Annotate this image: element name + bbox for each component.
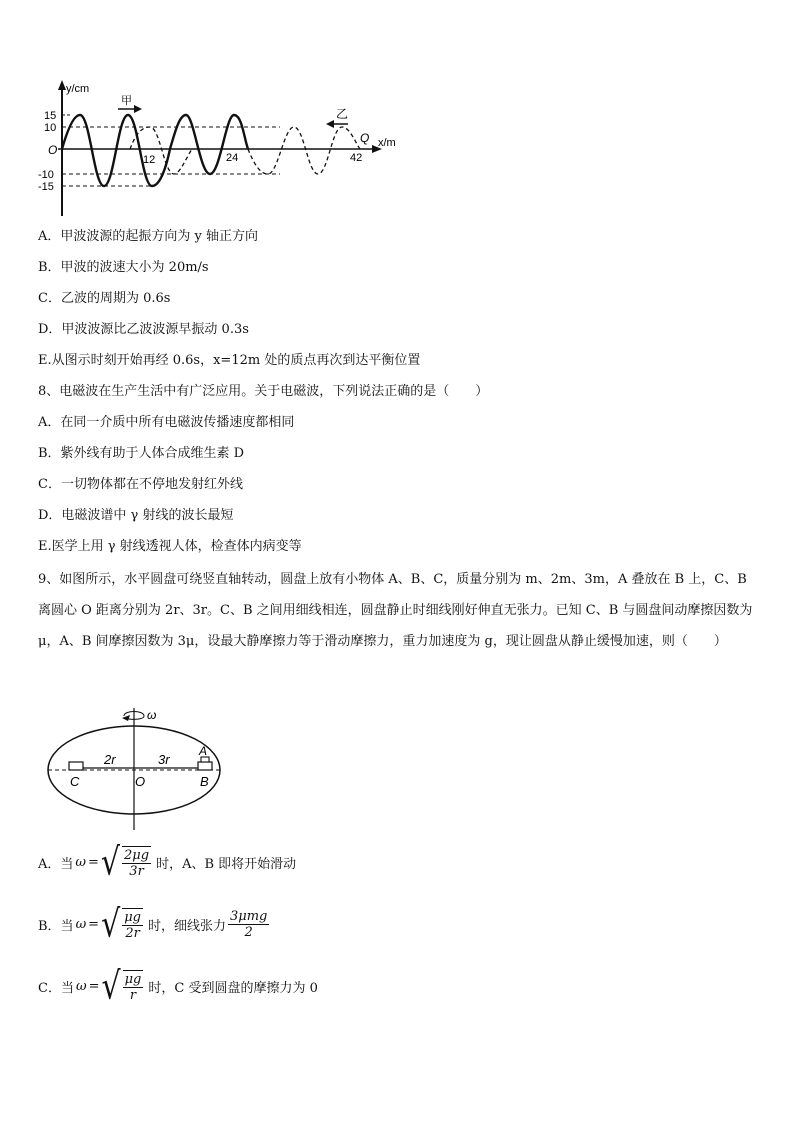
q9-a-frac bbox=[122, 846, 151, 879]
wave-a-arrowhead bbox=[134, 105, 142, 113]
q9-a-num: 2μg bbox=[124, 848, 150, 863]
radical-icon: √ bbox=[101, 964, 121, 1008]
q9-a-suffix: 时，A、B 即将开始滑动 bbox=[156, 857, 297, 872]
q9-option-b bbox=[38, 902, 271, 946]
q8-stem: 8、电磁波在生产生活中有广泛应用。关于电磁波，下列说法正确的是（ ） bbox=[38, 384, 489, 399]
q9-c-suffix: 时，C 受到圆盘的摩擦力为 0 bbox=[148, 981, 318, 996]
q7-option-d: D．甲波波源比乙波波源早振动 0.3s bbox=[38, 322, 249, 337]
q9-a-eq: = bbox=[88, 855, 99, 870]
x-tick-24: 24 bbox=[226, 152, 239, 164]
q9-c-sqrt bbox=[101, 964, 145, 1008]
q9-b-frac bbox=[122, 908, 143, 941]
q9-c-prefix: C．当 bbox=[38, 981, 74, 996]
x-tick-42: 42 bbox=[350, 152, 363, 164]
wave-b-arrowhead bbox=[326, 120, 334, 128]
q8-option-c: C．一切物体都在不停地发射红外线 bbox=[38, 477, 243, 492]
q9-stem: 9、如图所示，水平圆盘可绕竖直轴转动，圆盘上放有小物体 A、B、C，质量分别为 m、2m、3m，A 叠放在 B 上，C、B 离圆心 O 距离分别为 2r、3r。C、B 之间用细线相连，圆盘静止时细线刚好伸直无张力。已知 C、B 与圆盘间动摩擦因数为 μ，A、B 间摩擦因数为 3μ，设最大静摩擦力等于滑动摩擦力，重力加速度为 g，现让圆盘从静止缓慢加速，则（ ） bbox=[38, 572, 753, 649]
q9-b-den: 2r bbox=[125, 926, 140, 941]
q9-b-prefix: B．当 bbox=[38, 919, 74, 934]
x-axis-label: x/m bbox=[378, 137, 396, 149]
label-2r: 2r bbox=[104, 752, 116, 767]
q9-c-den: r bbox=[129, 988, 137, 1003]
q9-c-eq: = bbox=[88, 979, 100, 994]
radical-icon: √ bbox=[100, 840, 121, 884]
q9-option-c bbox=[38, 964, 318, 1008]
rotation-arrowhead bbox=[122, 715, 130, 721]
q9-b-eq: = bbox=[88, 917, 100, 932]
q9-b-ans-den: 2 bbox=[244, 925, 253, 940]
y-tick-neg10: -10 bbox=[38, 169, 54, 181]
block-b bbox=[198, 762, 212, 770]
q9-b-var: ω bbox=[75, 917, 87, 932]
label-a: A bbox=[199, 744, 208, 758]
q9-c-var: ω bbox=[75, 979, 87, 994]
q9-a-den: 3r bbox=[129, 864, 144, 879]
q8-option-b: B．紫外线有助于人体合成维生素 D bbox=[38, 446, 245, 461]
q9-c-frac bbox=[123, 970, 144, 1003]
q9-b-ans-num: 3μmg bbox=[230, 909, 268, 924]
radical-icon: √ bbox=[101, 902, 121, 946]
q9-b-answer-frac bbox=[228, 909, 269, 940]
y-tick-15: 15 bbox=[44, 110, 57, 122]
q9-b-suffix: 时，细线张力 bbox=[147, 919, 226, 934]
q9-a-var: ω bbox=[75, 855, 86, 870]
q9-c-num: μg bbox=[124, 972, 142, 987]
y-axis-label: y/cm bbox=[66, 83, 90, 95]
block-c bbox=[69, 762, 83, 770]
wave-a-label: 甲 bbox=[121, 95, 132, 107]
q7-option-a: A．甲波波源的起振方向为 y 轴正方向 bbox=[38, 229, 258, 244]
q8-option-e: E.医学上用 γ 射线透视人体，检查体内病变等 bbox=[38, 539, 302, 554]
label-c: C bbox=[70, 774, 80, 789]
y-tick-neg15: -15 bbox=[38, 181, 54, 193]
q9-option-a bbox=[38, 840, 297, 884]
q7-option-c: C．乙波的周期为 0.6s bbox=[38, 291, 171, 306]
wave-b-curve bbox=[170, 115, 248, 174]
label-o: O bbox=[135, 774, 146, 789]
q9-a-prefix: A．当 bbox=[38, 857, 74, 872]
wave-b-label: 乙 bbox=[336, 107, 349, 121]
origin-label: O bbox=[48, 143, 58, 157]
q9-b-sqrt bbox=[101, 902, 145, 946]
y-axis-arrow bbox=[58, 80, 66, 90]
wave-figure bbox=[30, 78, 410, 220]
disk-figure bbox=[42, 702, 232, 834]
label-3r: 3r bbox=[158, 752, 170, 767]
y-tick-10: 10 bbox=[44, 122, 57, 134]
q7-option-e: E.从图示时刻开始再经 0.6s，x=12m 处的质点再次到达平衡位置 bbox=[38, 353, 421, 368]
q7-option-b: B．甲波的波速大小为 20m/s bbox=[38, 260, 209, 275]
wave-a-curve bbox=[62, 115, 170, 186]
label-b: B bbox=[200, 774, 209, 789]
q9-b-num: μg bbox=[124, 910, 141, 925]
point-q-label: Q bbox=[360, 131, 370, 145]
omega-label: ω bbox=[147, 708, 157, 722]
q9-a-sqrt bbox=[100, 840, 153, 884]
q8-option-a: A．在同一介质中所有电磁波传播速度都相同 bbox=[38, 415, 295, 430]
q8-option-d: D．电磁波谱中 γ 射线的波长最短 bbox=[38, 508, 234, 523]
x-tick-12: 12 bbox=[143, 154, 156, 166]
